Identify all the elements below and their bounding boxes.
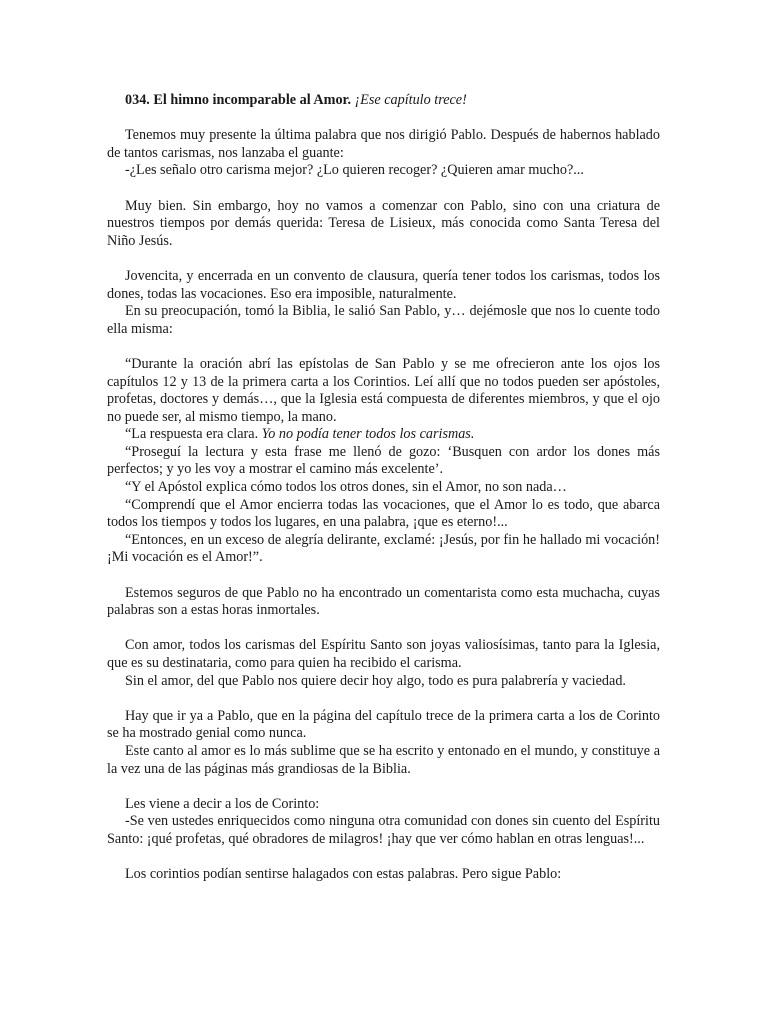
quote-paragraph: “Entonces, en un exceso de alegría delirante, exclamé: ¡Jesús, por fin he hallado mi vocación! ¡Mi vocación es el Amor!”. [107,531,660,566]
paragraph: Estemos seguros de que Pablo no ha encontrado un comentarista como esta muchacha, cuyas palabras son a estas horas inmortales. [107,584,660,619]
quote-paragraph: “Proseguí la lectura y esta frase me llenó de gozo: ‘Busquen con ardor los dones más perfectos; y yo les voy a mostrar el camino más excelente’. [107,443,660,478]
quote-paragraph [107,426,660,444]
paragraph: Con amor, todos los carismas del Espíritu Santo son joyas valiosísimas, tanto para la Iglesia, que es su destinataria, como para quien ha recibido el carisma. [107,637,660,671]
paragraph: -¿Les señalo otro carisma mejor? ¿Lo quieren recoger? ¿Quieren amar mucho?... [125,162,584,179]
quote-paragraph: “Y el Apóstol explica cómo todos los otros dones, sin el Amor, no son nada… [125,479,567,496]
document-page [107,92,660,884]
paragraph: Este canto al amor es lo más sublime que se ha escrito y entonado en el mundo, y constituye a la vez una de las páginas más grandiosas de la Biblia. [107,742,660,777]
title-bold-text: 034. El himno incomparable al Amor. [125,92,352,108]
paragraph: En su preocupación, tomó la Biblia, le salió San Pablo, y… dejémosle que nos lo cuente todo ella misma: [107,303,660,337]
quote-italic-text: Yo no podía tener todos los carismas. [261,426,475,443]
quote-paragraph: “Comprendí que el Amor encierra todas las vocaciones, que el Amor lo es todo, que abarca todos los tiempos y todos los lugares, en una palabra, ¡que es eterno!... [107,496,660,531]
paragraph: Tenemos muy presente la última palabra que nos dirigió Pablo. Después de habernos hablado de tantos carismas, nos lanzaba el guante: [107,127,660,161]
paragraph: Muy bien. Sin embargo, hoy no vamos a comenzar con Pablo, sino con una criatura de nuestros tiempos por demás querida: Teresa de Lisieux, más conocida como Santa Teresa del Niño Jesús. [107,197,660,249]
paragraph: -Se ven ustedes enriquecidos como ninguna otra comunidad con dones sin cuento del Espíritu Santo: ¡qué profetas, qué obradores de milagros! ¡hay que ver cómo hablan en otras lenguas!... [107,813,660,847]
paragraph: Sin el amor, del que Pablo nos quiere decir hoy algo, todo es pura palabrería y vaciedad. [125,672,626,689]
quote-text: “La respuesta era clara. [125,426,259,443]
paragraph: Jovencita, y encerrada en un convento de clausura, quería tener todos los carismas, todos los dones, todas las vocaciones. Eso era imposible, naturalmente. [107,267,660,302]
title-italic-text: ¡Ese capítulo trece! [354,92,467,108]
paragraph: Los corintios podían sentirse halagados con estas palabras. Pero sigue Pablo: [125,866,562,883]
document-title [107,92,660,110]
quote-paragraph: “Durante la oración abrí las epístolas de San Pablo y se me ofrecieron ante los ojos los capítulos 12 y 13 de la primera carta a los Corintios. Leí allí que no todos pueden ser apóstoles, profetas, doctores y demás…, que la Iglesia está compuesta de diferentes miembros, y que el ojo no puede ser, al mismo tiempo, la mano. [107,355,660,425]
paragraph: Hay que ir ya a Pablo, que en la página del capítulo trece de la primera carta a los de Corinto se ha mostrado genial como nunca. [107,707,660,742]
paragraph: Les viene a decir a los de Corinto: [125,795,320,812]
